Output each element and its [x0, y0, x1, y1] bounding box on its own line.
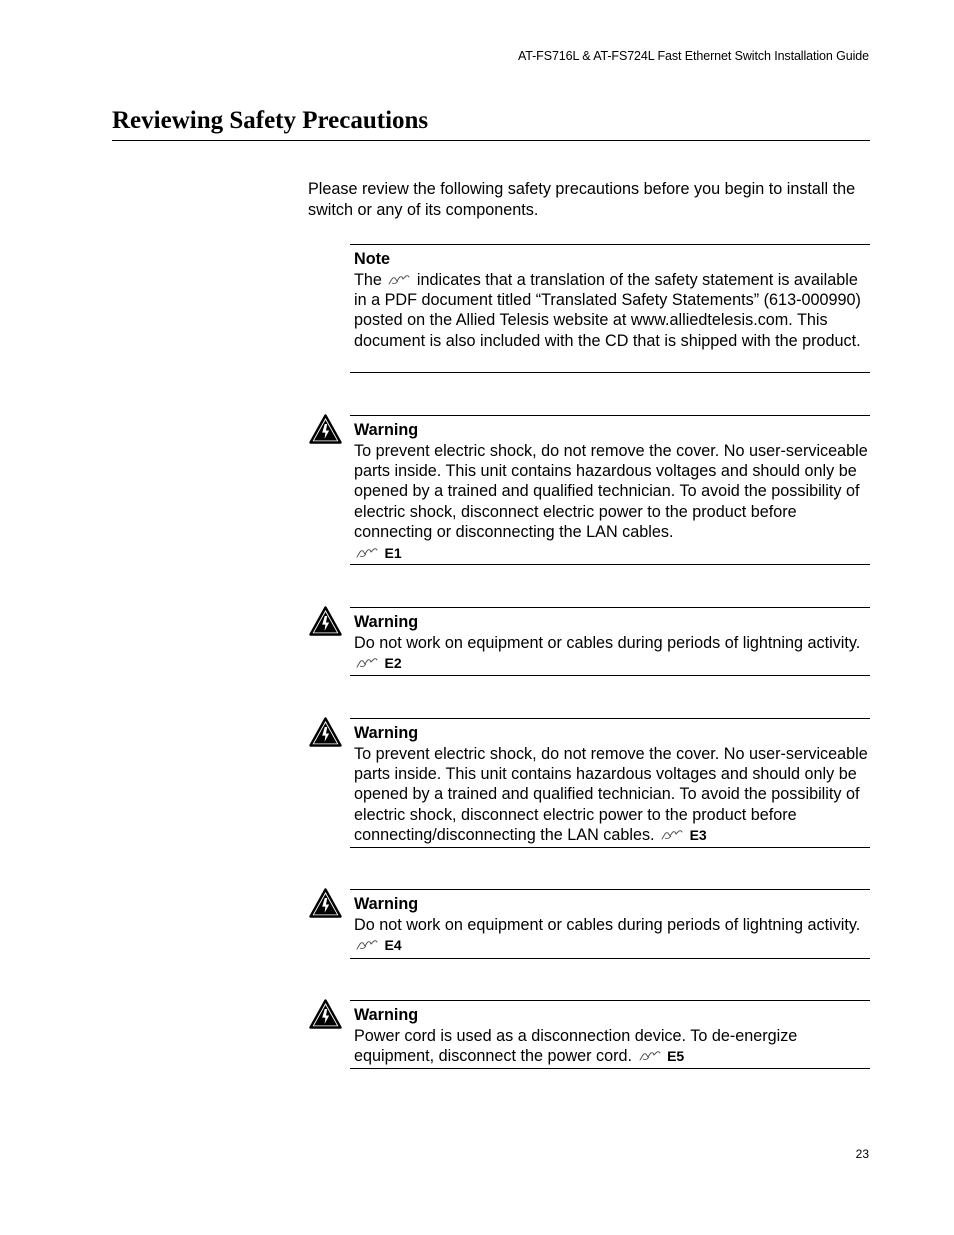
- note-text: [354, 270, 870, 352]
- electrical-hazard-warning-icon: [309, 606, 342, 636]
- warning-callout-e3: [350, 718, 870, 848]
- note-text-start: The: [354, 270, 382, 289]
- warning-text: [354, 1026, 870, 1067]
- statement-code: E3: [689, 827, 707, 844]
- warning-statement: Do not work on equipment or cables during periods of lightning activity.: [354, 915, 861, 934]
- section-title: Reviewing Safety Precautions: [112, 106, 870, 141]
- warning-callout-e1: [350, 415, 870, 565]
- warning-statement: Do not work on equipment or cables during periods of lightning activity.: [354, 633, 861, 652]
- translation-hand-icon: [356, 658, 378, 668]
- intro-paragraph: Please review the following safety precautions before you begin to install the switch or any of its components.: [308, 180, 856, 219]
- statement-code: E1: [384, 544, 402, 561]
- translation-hand-icon: [661, 830, 683, 840]
- statement-code: E2: [384, 654, 402, 671]
- note-text-rest: indicates that a translation of the safety statement is available in a PDF document titled “Translated Safety Statements” (613-000990) posted on the Allied Telesis website at www.alliedtelesis.com. This document is also included with the CD that is shipped with the product.: [354, 270, 861, 350]
- electrical-hazard-warning-icon: [309, 888, 342, 918]
- translation-hand-icon: [639, 1051, 661, 1061]
- warning-statement: To prevent electric shock, do not remove the cover. No user-serviceable parts inside. This unit contains hazardous voltages and should only be opened by a trained and qualified technician. To avoid the possibility of electric shock, disconnect electric power to the product before connecting or disconnecting the LAN cables.: [354, 441, 868, 542]
- running-header: AT-FS716L & AT-FS724L Fast Ethernet Switch Installation Guide: [517, 49, 869, 63]
- note-heading: Note: [354, 250, 390, 268]
- statement-code: E4: [384, 936, 402, 953]
- warning-callout-e2: [350, 607, 870, 676]
- warning-heading: Warning: [354, 1006, 419, 1024]
- warning-heading: Warning: [354, 895, 419, 913]
- warning-text: [354, 633, 870, 674]
- translation-hand-icon: [356, 548, 378, 558]
- statement-code: E5: [667, 1047, 685, 1064]
- translation-hand-icon: [356, 940, 378, 950]
- electrical-hazard-warning-icon: [309, 414, 342, 444]
- note-callout: [350, 244, 870, 373]
- warning-statement: Power cord is used as a disconnection device. To de-energize equipment, disconnect the power cord.: [354, 1026, 798, 1065]
- page-number: 23: [855, 1147, 869, 1161]
- warning-statement: To prevent electric shock, do not remove the cover. No user-serviceable parts inside. This unit contains hazardous voltages and should only be opened by a trained and qualified technician. To avoid the possibility of electric shock, disconnect electric power to the product before connecting/disconnecting the LAN cables.: [354, 744, 868, 845]
- warning-text: [354, 441, 870, 563]
- warning-callout-e4: [350, 889, 870, 959]
- translation-hand-icon: [388, 275, 410, 285]
- warning-callout-e5: [350, 1000, 870, 1069]
- warning-heading: Warning: [354, 421, 419, 439]
- electrical-hazard-warning-icon: [309, 717, 342, 747]
- electrical-hazard-warning-icon: [309, 999, 342, 1029]
- warning-heading: Warning: [354, 724, 419, 742]
- warning-text: [354, 915, 870, 956]
- warning-heading: Warning: [354, 613, 419, 631]
- warning-text: [354, 744, 870, 846]
